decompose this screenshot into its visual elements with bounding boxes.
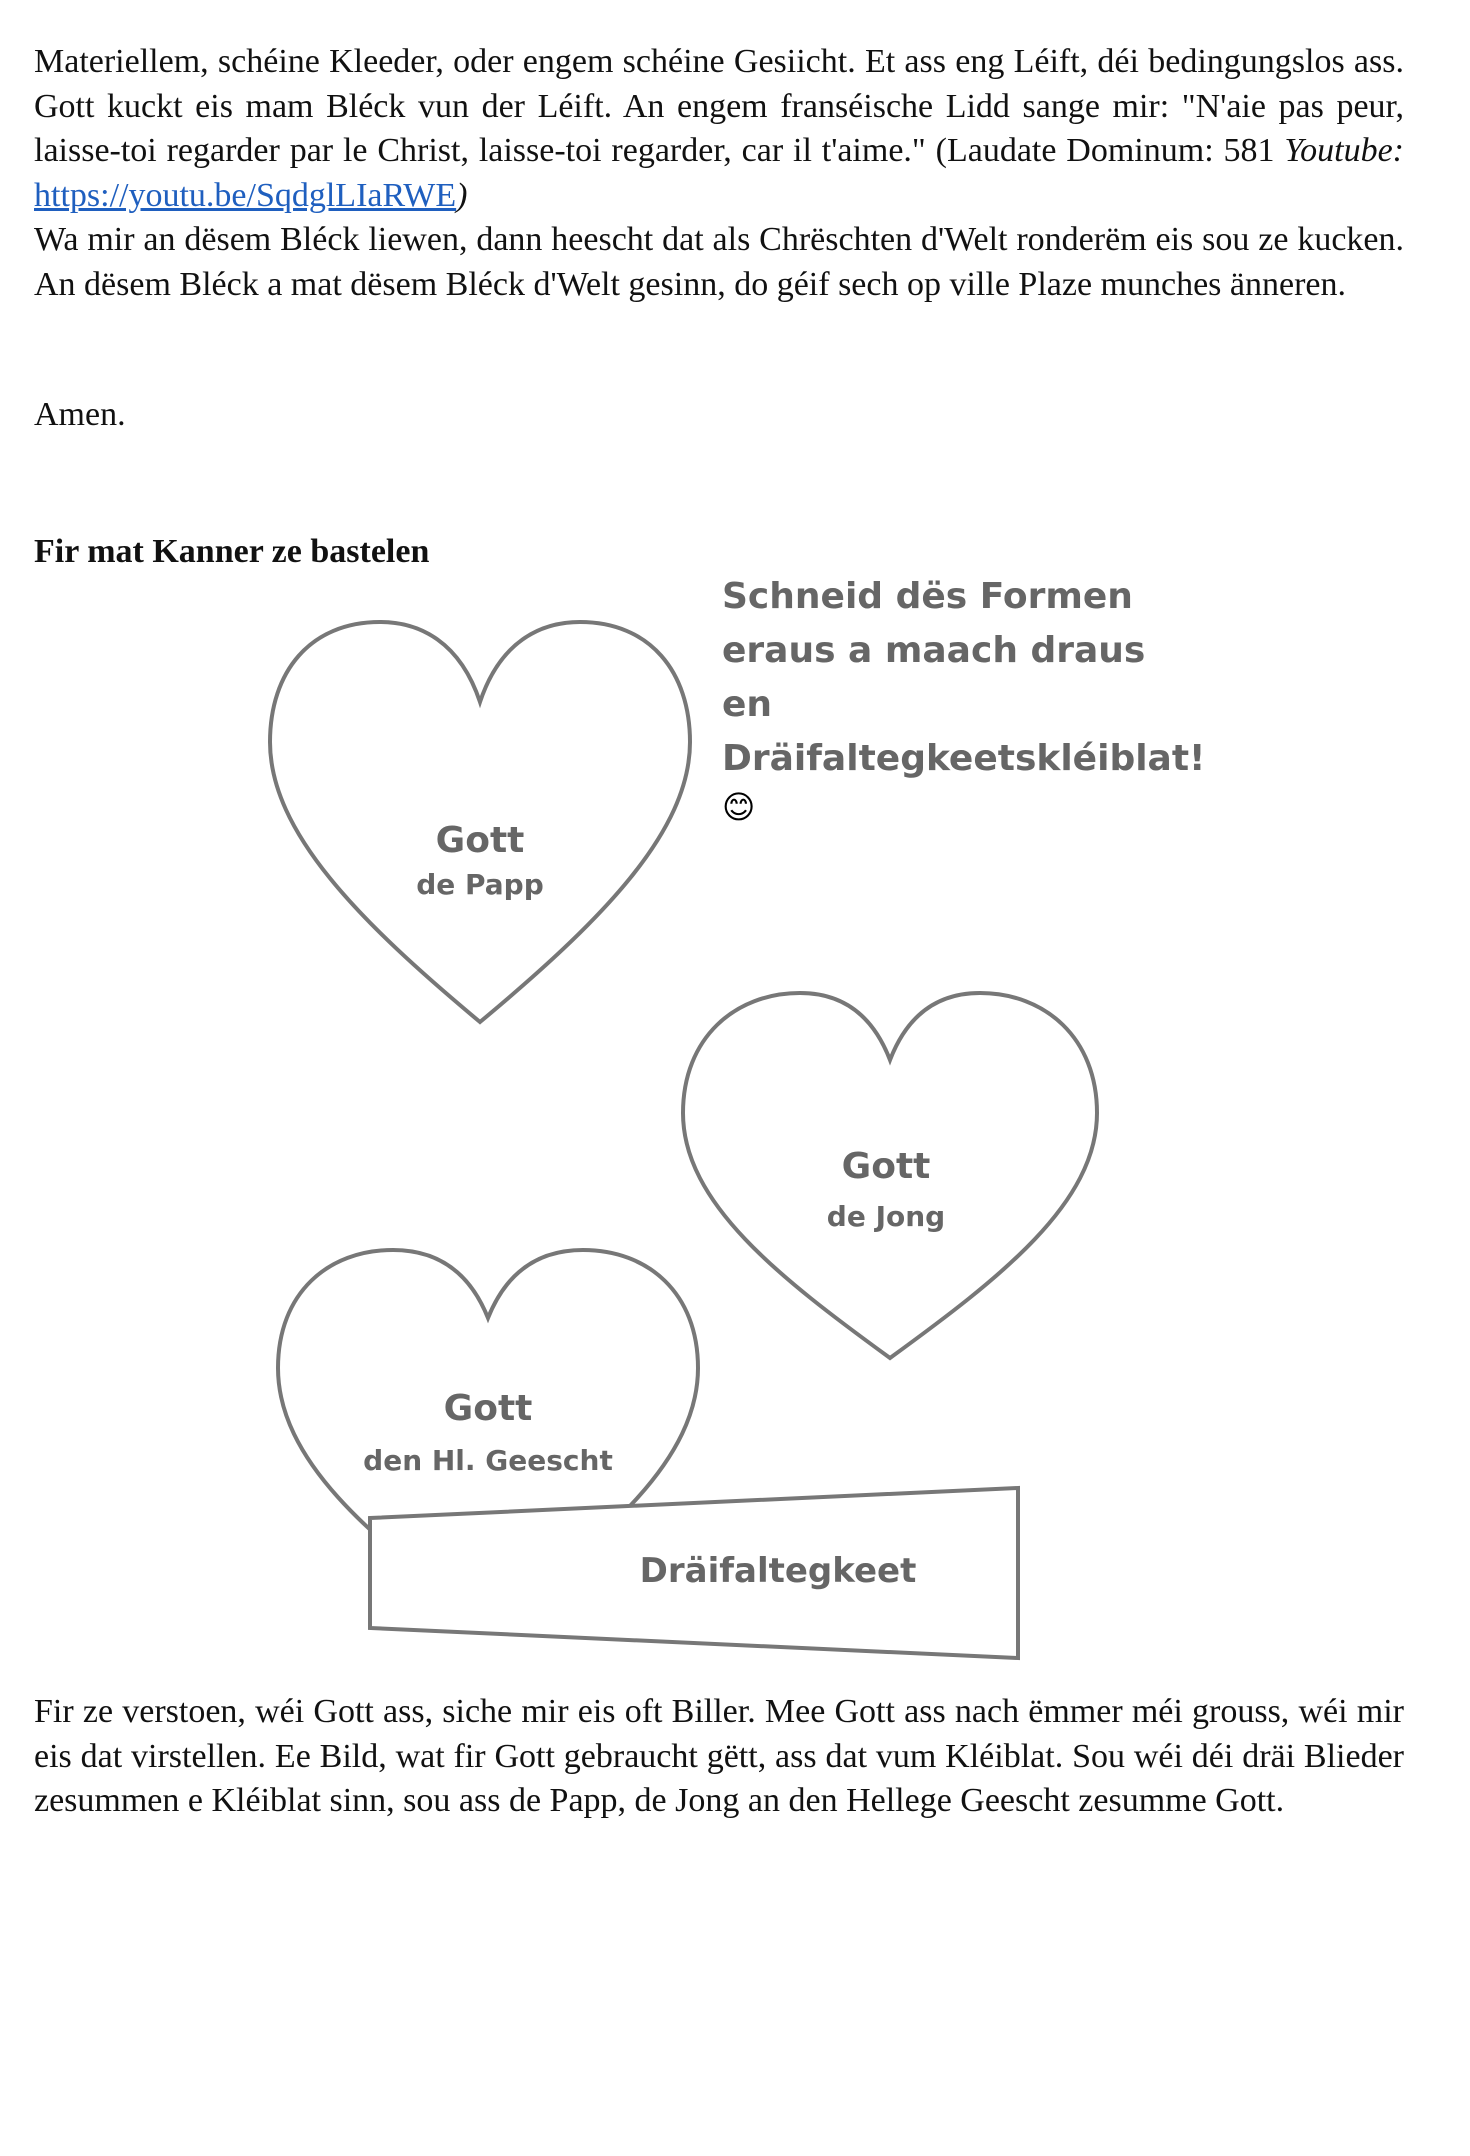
closing-section — [34, 1690, 1404, 1824]
heart-papp — [270, 622, 690, 1022]
intro-section — [34, 40, 1404, 307]
heart-jong-title: Gott — [841, 1146, 931, 1187]
youtube-link[interactable]: https://youtu.be/SqdglLIaRWE — [34, 176, 457, 214]
closing-paragraph: Fir ze verstoen, wéi Gott ass, siche mir eis oft Biller. Mee Gott ass nach ëmmer méi grouss, wéi mir eis dat virstellen. Ee Bild, wat fir Gott gebraucht gëtt, ass dat vum Kléiblat. Sou wéi déi dräi Blieder zesummen e Kléiblat sinn, sou ass de Papp, de Jong an den Hellege Geescht zesumme Gott. — [34, 1693, 1404, 1819]
stem-shape — [370, 1488, 1018, 1658]
stem-label: Dräifaltegkeet — [639, 1551, 917, 1591]
craft-template — [0, 560, 1470, 1690]
youtube-label: Youtube: — [1284, 132, 1404, 169]
heart-geescht-title: Gott — [443, 1388, 533, 1429]
instruction-line-3: en — [722, 684, 773, 725]
heart-jong-subtitle: de Jong — [826, 1200, 946, 1233]
instruction-line-1: Schneid dës Formen — [722, 576, 1133, 617]
smile-emoji-icon: 😊 — [722, 788, 756, 826]
intro-paragraph-2: Wa mir an dësem Bléck liewen, dann heescht dat als Chrëschten d'Welt ronderëm eis sou ze kucken. An dësem Bléck a mat dësem Bléck d'Welt gesinn, do géif sech op ville Plaze munches änneren. — [34, 221, 1404, 303]
amen-text: Amen. — [34, 396, 126, 433]
paren-close: ) — [456, 176, 468, 214]
heart-papp-title: Gott — [435, 820, 525, 861]
heart-geescht-subtitle: den Hl. Geescht — [363, 1444, 613, 1477]
instruction-line-4: Dräifaltegkeetskléiblat! — [722, 738, 1206, 779]
instruction-line-2: eraus a maach draus — [722, 630, 1146, 671]
heart-papp-subtitle: de Papp — [416, 868, 544, 901]
intro-paragraph-1 — [34, 40, 1404, 218]
heart-jong — [683, 993, 1097, 1358]
section-heading: Fir mat Kanner ze bastelen — [34, 533, 430, 570]
intro-paragraph-1-text: Materiellem, schéine Kleeder, oder engem schéine Gesiicht. Et ass eng Léift, déi bedingungslos ass. Gott kuckt eis mam Bléck vun der Léift. An engem franséische Lidd sange mir: "N'aie pas peur, laisse-toi regarder par le Christ, laisse-toi regarder, car il t'aime." (Laudate Dominum: 581 — [34, 43, 1404, 169]
